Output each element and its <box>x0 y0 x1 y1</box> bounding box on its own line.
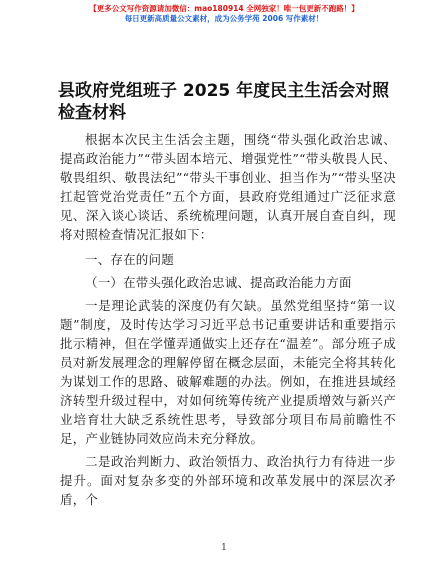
promo-line-2: 每日更新高质量公文素材，成为公务学苑 2006 写作素材！ <box>124 14 324 23</box>
promo-line-1: 【更多公文写作资源请加微信：mao180914 全网独家！唯一包更新不跑路！】 <box>89 4 359 13</box>
section-heading: 一、存在的问题 <box>85 252 174 267</box>
body-paragraph-2: 二是政治判断力、政治领悟力、政治执行力有待进一步提升。面对复杂多变的外部环境和改革发展中的深层次矛盾，个 <box>60 454 396 507</box>
document-body <box>60 130 396 509</box>
subsection-heading: （一）在带头强化政治忠诚、提高政治能力方面 <box>85 275 352 290</box>
document-title: 县政府党组班子 2025 年度民主生活会对照检查材料 <box>58 81 390 123</box>
page-number: 1 <box>221 543 227 553</box>
intro-paragraph: 根据本次民主生活会主题，围绕“带头强化政治忠诚、提高政治能力”“带头固本培元、增强党性”“带头敬畏人民、敬畏组织、敬畏法纪”“带头干事创业、担当作为”“带头坚决扛起管党治党责任”五个方面，县政府党组通过广泛征求意见、深入谈心谈话、系统梳理问题，认真开展自查自纠，现将对照检查情况汇报如下： <box>60 132 396 242</box>
promo-banner <box>0 4 448 24</box>
body-paragraph-1: 一是理论武装的深度仍有欠缺。虽然党组坚持“第一议题”制度，及时传达学习习近平总书记重要讲话和重要指示批示精神，但在学懂弄通做实上还存在“温差”。部分班子成员对新发展理念的理解停留在概念层面，未能完全将其转化为谋划工作的思路、破解难题的办法。例如，在推进县域经济转型升级过程中，对如何统筹传统产业提质增效与新兴产业培育壮大缺乏系统性思考，导致部分项目布局前瞻性不足，产业链协同效应尚未充分释放。 <box>60 298 396 446</box>
